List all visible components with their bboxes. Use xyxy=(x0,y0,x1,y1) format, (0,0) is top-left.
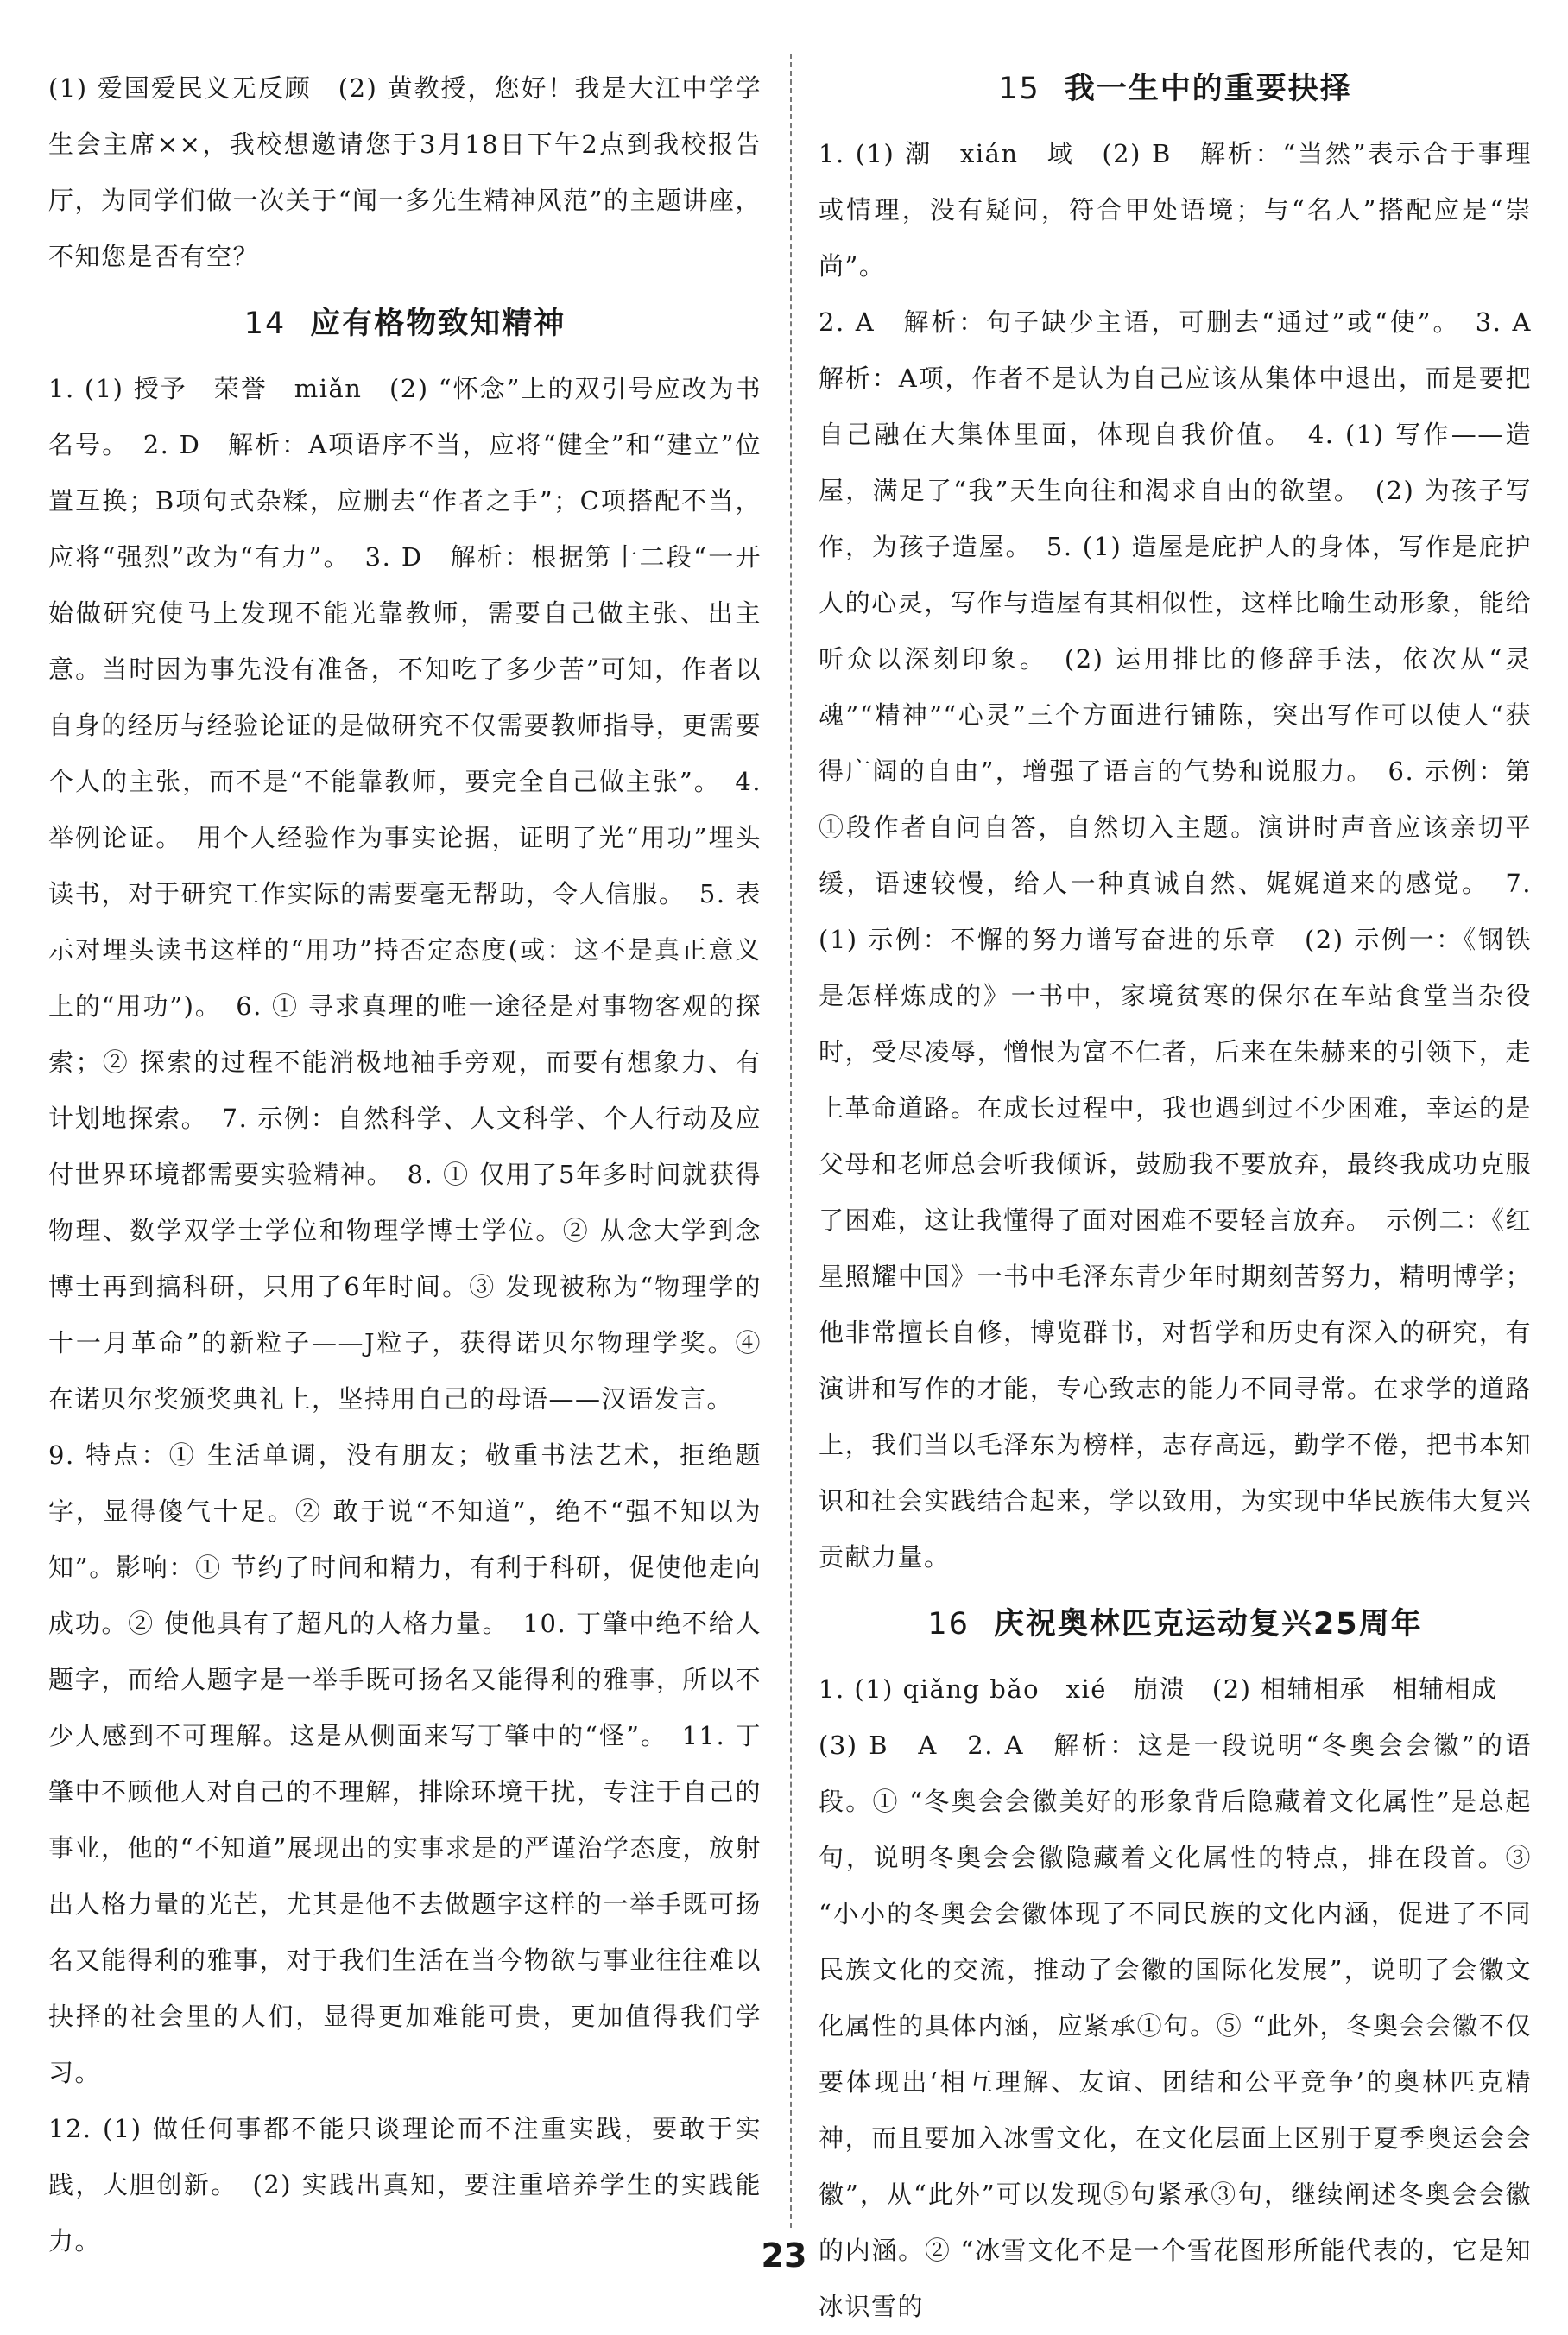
page-number: 23 xyxy=(761,2237,807,2275)
section-title: 应有格物致知精神 xyxy=(310,307,566,341)
section-number: 16 xyxy=(927,1607,970,1642)
section-title: 庆祝奥林匹克运动复兴25周年 xyxy=(993,1607,1423,1642)
section-number: 14 xyxy=(243,307,287,341)
answer-paragraph: 9. 特点：① 生活单调，没有朋友；敬重书法艺术，拒绝题字，显得傻气十足。② 敢于说“不知道”，绝不“强不知以为知”。影响：① 节约了时间和精力，有利于科研，促使他走向成功。② 使他具有了超凡的人格力量。 10. 丁肇中绝不给人题字，而给人题字是一举手既可扬名又能得利的雅事，所以不少人感到不可理解。这是从侧面来写丁肇中的“怪”。 11. 丁肇中不顾他人对自己的不理解，排除环境干扰，专注于自己的事业，他的“不知道”展现出的实事求是的严谨治学态度，放射出人格力量的光芒，尤其是他不去做题字这样的一举手既可扬名又能得利的雅事，对于我们生活在当今物欲与事业往往难以抉择的社会里的人们，显得更加难能可贵，更加值得我们学习。 xyxy=(48,1440,762,2087)
left-column xyxy=(48,60,762,2269)
section-title: 我一生中的重要抉择 xyxy=(1064,72,1352,106)
answer-paragraph: 1. (1) qiǎng bǎo xié 崩溃 (2) 相辅相承 相辅相成 xyxy=(819,1674,1498,1704)
section-15-heading xyxy=(819,60,1532,117)
carryover-answer-text: (1) 爱国爱民义无反顾 (2) 黄教授，您好！我是大江中学学生会主席××，我校想邀请您于3月18日下午2点到我校报告厅，为同学们做一次关于“闻一多先生精神风范”的主题讲座，不知您是否有空？ xyxy=(48,73,762,271)
right-column xyxy=(819,60,1559,2335)
answer-paragraph: 12. (1) 做任何事都不能只谈理论而不注重实践，要敢于实践，大胆创新。 (2) 实践出真知，要注重培养学生的实践能力。 xyxy=(48,2114,762,2256)
answer-paragraph: 2. A 解析：句子缺少主语，可删去“通过”或“使”。 3. A 解析：A项，作者不是认为自己应该从集体中退出，而是要把自己融在大集体里面，体现自我价值。 4. (1) 写作——造屋，满足了“我”天生向往和渴求自由的欲望。 (2) 为孩子写作，为孩子造屋。 5. (1) 造屋是庇护人的身体，写作是庇护人的心灵，写作与造屋有其相似性，这样比喻生动形象，能给听众以深刻印象。 (2) 运用排比的修辞手法，依次从“灵魂”“精神”“心灵”三个方面进行铺陈，突出写作可以使人“获得广阔的自由”，增强了语言的气势和说服力。 6. 示例：第①段作者自问自答，自然切入主题。演讲时声音应该亲切平缓，语速较慢，给人一种真诚自然、娓娓道来的感觉。 7. (1) 示例：不懈的努力谱写奋进的乐章 (2) 示例一：《钢铁是怎样炼成的》一书中，家境贫寒的保尔在车站食堂当杂役时，受尽凌辱，憎恨为富不仁者，后来在朱赫来的引领下，走上革命道路。在成长过程中，我也遇到过不少困难，幸运的是父母和老师总会听我倾诉，鼓励我不要放弃，最终我成功克服了困难，这让我懂得了面对困难不要轻言放弃。 示例二：《红星照耀中国》一书中毛泽东青少年时期刻苦努力，精明博学；他非常擅长自修，博览群书，对哲学和历史有深入的研究，有演讲和写作的才能，专心致志的能力不同寻常。在求学的道路上，我们当以毛泽东为榜样，志存高远，勤学不倦，把书本知识和社会实践结合起来，学以致用，为实现中华民族伟大复兴贡献力量。 xyxy=(819,307,1559,1572)
section-number: 15 xyxy=(998,72,1040,106)
column-divider xyxy=(790,54,792,2228)
answer-paragraph: 1. (1) 潮 xián 域 (2) B 解析：“当然”表示合于事理或情理，没有疑问，符合甲处语境；与“名人”搭配应是“崇尚”。 xyxy=(819,139,1532,281)
section-16-heading xyxy=(819,1596,1532,1653)
section-14-heading xyxy=(48,295,762,352)
answer-paragraph: 1. (1) 授予 荣誉 miǎn (2) “怀念”上的双引号应改为书名号。 2. D 解析：A项语序不当，应将“健全”和“建立”位置互换；B项句式杂糅，应删去“作者之手”；C项搭配不当，应将“强烈”改为“有力”。 3. D 解析：根据第十二段“一开始做研究使马上发现不能光靠教师，需要自己做主张、出主意。当时因为事先没有准备，不知吃了多少苦”可知，作者以自身的经历与经验论证的是做研究不仅需要教师指导，更需要个人的主张，而不是“不能靠教师，要完全自己做主张”。 4. 举例论证。 用个人经验作为事实论据，证明了光“用功”埋头读书，对于研究工作实际的需要毫无帮助，令人信服。 5. 表示对埋头读书这样的“用功”持否定态度(或：这不是真正意义上的“用功”)。 6. ① 寻求真理的唯一途径是对事物客观的探索；② 探索的过程不能消极地袖手旁观，而要有想象力、有计划地探索。 7. 示例：自然科学、人文科学、个人行动及应付世界环境都需要实验精神。 8. ① 仅用了5年多时间就获得物理、数学双学士学位和物理学博士学位。② 从念大学到念博士再到搞科研，只用了6年时间。③ 发现被称为“物理学的十一月革命”的新粒子——J粒子，获得诺贝尔物理学奖。④ 在诺贝尔奖颁奖典礼上，坚持用自己的母语——汉语发言。 xyxy=(48,374,762,1414)
answer-paragraph: (3) B A 2. A 解析：这是一段说明“冬奥会会徽”的语段。① “冬奥会会徽美好的形象背后隐藏着文化属性”是总起句，说明冬奥会会徽隐藏着文化属性的特点，排在段首。③ “小小的冬奥会会徽体现了不同民族的文化内涵，促进了不同民族文化的交流，推动了会徽的国际化发展”，说明了会徽文化属性的具体内涵，应紧承①句。⑤ “此外，冬奥会会徽不仅要体现出‘相互理解、友谊、团结和公平竞争’的奥林匹克精神，而且要加入冰雪文化，在文化层面上区别于夏季奥运会会徽”，从“此外”可以发现⑤句紧承③句，继续阐述冬奥会会徽的内涵。② “冰雪文化不是一个雪花图形所能代表的，它是知冰识雪的 xyxy=(819,1731,1532,2321)
